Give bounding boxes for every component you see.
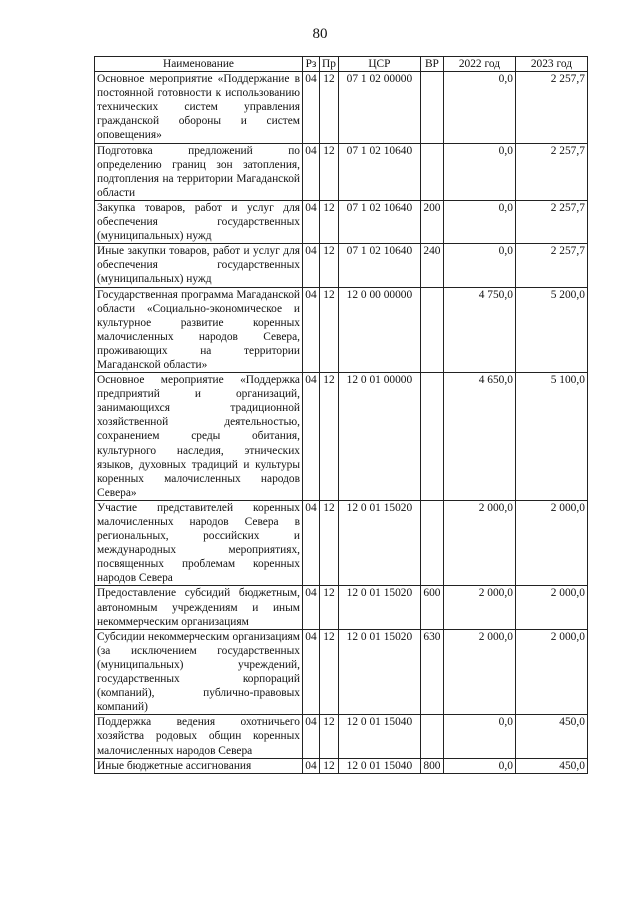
table-row [95, 715, 588, 758]
header-vr: ВР [420, 57, 443, 72]
row-vr [420, 72, 443, 143]
row-2022: 2 000,0 [443, 500, 515, 586]
row-pr: 12 [320, 373, 339, 501]
row-vr: 600 [420, 586, 443, 629]
row-2023: 2 257,7 [515, 72, 587, 143]
row-pr: 12 [320, 200, 339, 243]
budget-table [94, 56, 588, 774]
row-2023: 2 000,0 [515, 500, 587, 586]
header-pr: Пр [320, 57, 339, 72]
table-row [95, 373, 588, 501]
row-vr: 200 [420, 200, 443, 243]
row-2022: 4 750,0 [443, 287, 515, 373]
row-csr: 07 1 02 10640 [338, 244, 420, 287]
row-name: Субсидии некоммерческим организациям (за исключением государственных (муниципальных) учреждений, государственных корпораций (компаний), публично-правовых компаний) [95, 629, 303, 715]
table-header-row [95, 57, 588, 72]
row-2023: 2 257,7 [515, 143, 587, 200]
row-csr: 12 0 01 15020 [338, 586, 420, 629]
row-csr: 12 0 01 15020 [338, 629, 420, 715]
row-rz: 04 [303, 200, 320, 243]
table-row [95, 629, 588, 715]
row-name: Основное мероприятие «Поддержка предприятий и организаций, занимающихся традиционной хозяйственной деятельностью, сохранением среды обитания, культурного наследия, этнических языков, духовных традиций и культуры коренных малочисленных народов Севера» [95, 373, 303, 501]
row-vr: 800 [420, 758, 443, 773]
row-vr [420, 143, 443, 200]
row-rz: 04 [303, 629, 320, 715]
row-vr [420, 715, 443, 758]
row-2023: 5 100,0 [515, 373, 587, 501]
row-2022: 0,0 [443, 715, 515, 758]
row-name: Подготовка предложений по определению границ зон затопления, подтопления на территории Магаданской области [95, 143, 303, 200]
row-2022: 2 000,0 [443, 629, 515, 715]
table-row [95, 758, 588, 773]
row-name: Иные бюджетные ассигнования [95, 758, 303, 773]
row-rz: 04 [303, 72, 320, 143]
row-vr [420, 373, 443, 501]
row-2023: 450,0 [515, 758, 587, 773]
row-2022: 2 000,0 [443, 586, 515, 629]
row-name: Закупка товаров, работ и услуг для обеспечения государственных (муниципальных) нужд [95, 200, 303, 243]
row-name: Иные закупки товаров, работ и услуг для обеспечения государственных (муниципальных) нужд [95, 244, 303, 287]
row-2022: 4 650,0 [443, 373, 515, 501]
row-csr: 07 1 02 00000 [338, 72, 420, 143]
row-pr: 12 [320, 758, 339, 773]
row-rz: 04 [303, 758, 320, 773]
row-vr [420, 287, 443, 373]
row-rz: 04 [303, 715, 320, 758]
row-vr: 240 [420, 244, 443, 287]
table-row [95, 72, 588, 143]
table-row [95, 586, 588, 629]
row-csr: 12 0 01 15040 [338, 715, 420, 758]
row-csr: 07 1 02 10640 [338, 200, 420, 243]
row-pr: 12 [320, 244, 339, 287]
row-vr [420, 500, 443, 586]
row-rz: 04 [303, 143, 320, 200]
table-row [95, 143, 588, 200]
row-pr: 12 [320, 72, 339, 143]
row-name: Участие представителей коренных малочисленных народов Севера в региональных, российских и международных мероприятиях, посвященных проблемам коренных народов Севера [95, 500, 303, 586]
header-name: Наименование [95, 57, 303, 72]
page-number: 80 [312, 26, 328, 42]
row-pr: 12 [320, 715, 339, 758]
row-rz: 04 [303, 287, 320, 373]
row-pr: 12 [320, 629, 339, 715]
table-row [95, 244, 588, 287]
row-csr: 12 0 01 15040 [338, 758, 420, 773]
header-2022: 2022 год [443, 57, 515, 72]
row-csr: 07 1 02 10640 [338, 143, 420, 200]
row-name: Государственная программа Магаданской области «Социально-экономическое и культурное развитие коренных малочисленных народов Севера, проживающих на территории Магаданской области» [95, 287, 303, 373]
row-2022: 0,0 [443, 143, 515, 200]
row-name: Основное мероприятие «Поддержание в постоянной готовности к использованию технических систем управления гражданской обороны и систем оповещения» [95, 72, 303, 143]
table-row [95, 500, 588, 586]
row-csr: 12 0 01 15020 [338, 500, 420, 586]
row-rz: 04 [303, 244, 320, 287]
table-row [95, 287, 588, 373]
row-rz: 04 [303, 373, 320, 501]
row-rz: 04 [303, 586, 320, 629]
row-2022: 0,0 [443, 200, 515, 243]
row-pr: 12 [320, 586, 339, 629]
table-row [95, 200, 588, 243]
header-2023: 2023 год [515, 57, 587, 72]
row-2023: 5 200,0 [515, 287, 587, 373]
row-name: Предоставление субсидий бюджетным, автономным учреждениям и иным некоммерческим организациям [95, 586, 303, 629]
header-rz: Рз [303, 57, 320, 72]
row-vr: 630 [420, 629, 443, 715]
row-2022: 0,0 [443, 758, 515, 773]
row-2022: 0,0 [443, 72, 515, 143]
row-2023: 2 000,0 [515, 586, 587, 629]
row-2023: 2 000,0 [515, 629, 587, 715]
row-pr: 12 [320, 143, 339, 200]
row-rz: 04 [303, 500, 320, 586]
row-pr: 12 [320, 287, 339, 373]
row-2023: 2 257,7 [515, 200, 587, 243]
row-2023: 2 257,7 [515, 244, 587, 287]
header-csr: ЦСР [338, 57, 420, 72]
row-csr: 12 0 01 00000 [338, 373, 420, 501]
row-pr: 12 [320, 500, 339, 586]
row-2023: 450,0 [515, 715, 587, 758]
row-csr: 12 0 00 00000 [338, 287, 420, 373]
row-2022: 0,0 [443, 244, 515, 287]
row-name: Поддержка ведения охотничьего хозяйства родовых общин коренных малочисленных народов Севера [95, 715, 303, 758]
